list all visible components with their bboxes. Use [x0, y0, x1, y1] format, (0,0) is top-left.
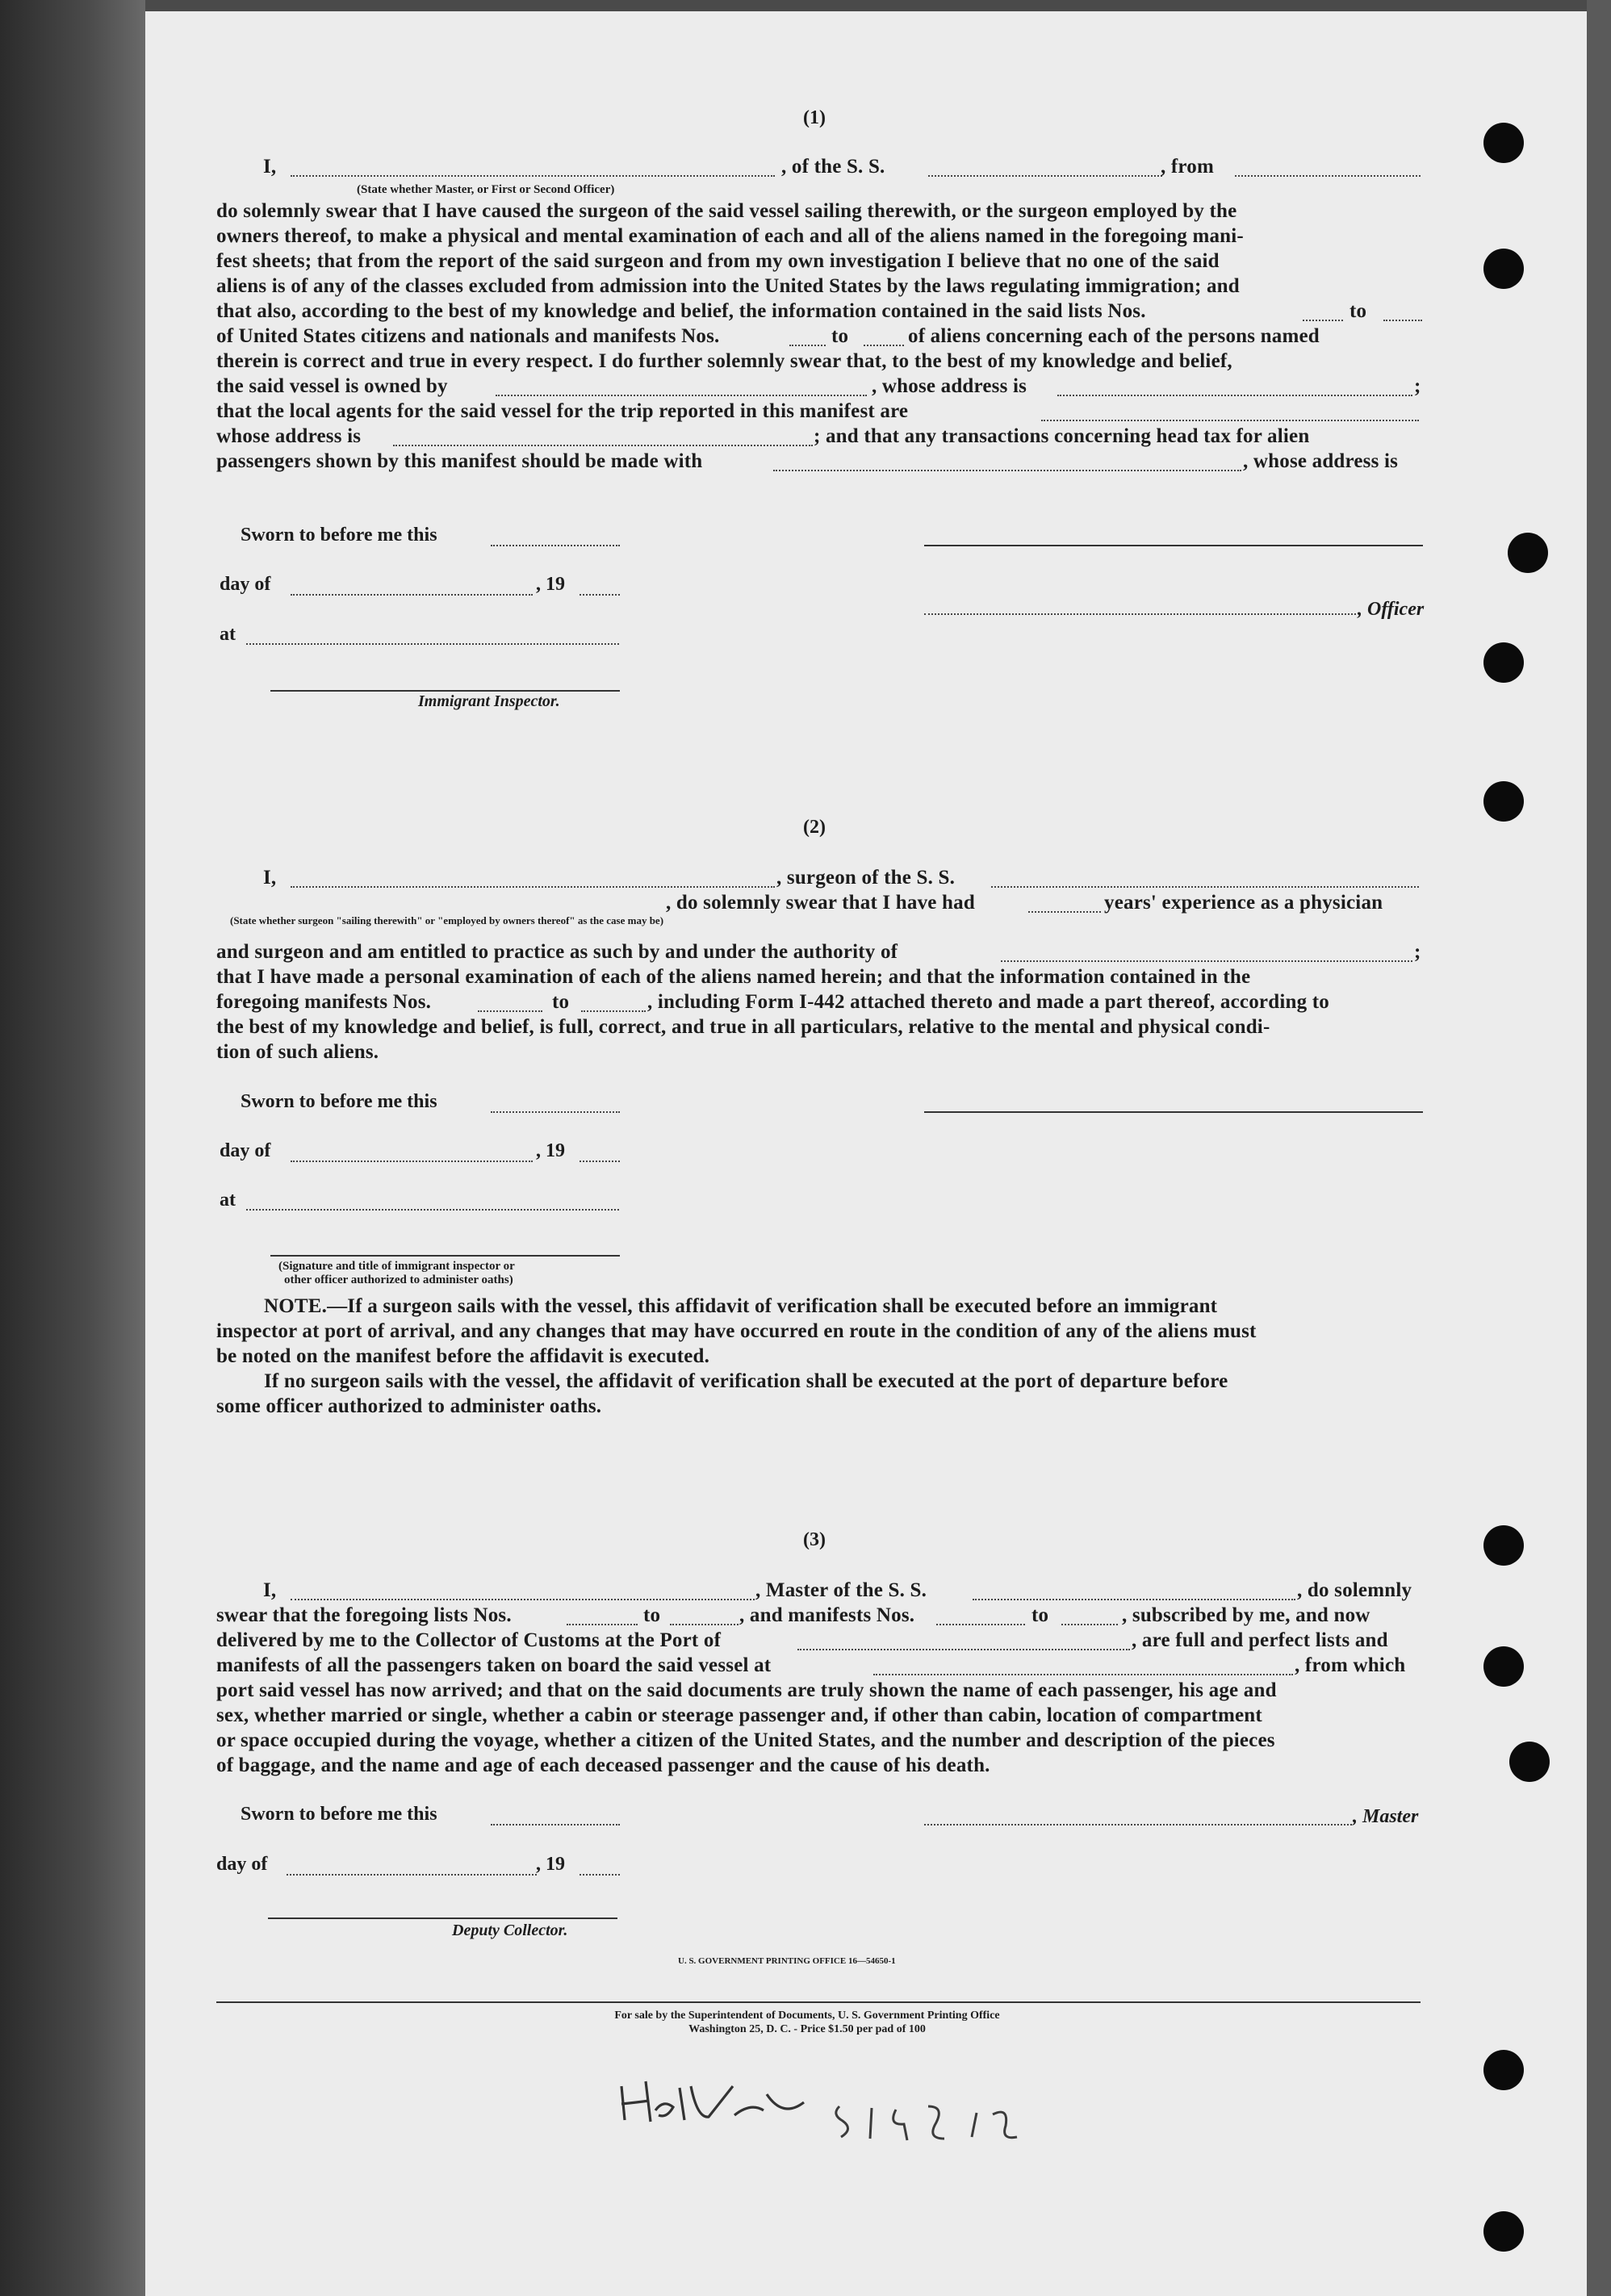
scan-edge-right: [1587, 0, 1611, 2296]
punch-hole: [1508, 533, 1548, 573]
oath-3-i: I,: [263, 1579, 277, 1601]
inspector-label: Immigrant Inspector.: [418, 692, 560, 710]
scan-edge-left: [0, 0, 145, 2296]
inspector-signature-line-2[interactable]: [270, 1255, 620, 1257]
oath-3-body-5: port said vessel has now arrived; and that on the said documents are truly shown the name of each passenger, his age and: [216, 1679, 1277, 1701]
oath-2-body-4: foregoing manifests Nos.: [216, 991, 432, 1013]
surgeon-hint: (State whether surgeon "sailing therewith" or "employed by owners thereof" as the case may be): [230, 914, 664, 926]
boarding-port-blank[interactable]: [873, 1674, 1293, 1675]
oath-3-body-3a: delivered by me to the Collector of Customs at the Port of: [216, 1629, 722, 1651]
punch-hole: [1483, 2211, 1524, 2252]
oath-1-body-7: therein is correct and true in every respect. I do further solemnly swear that, to the best of my knowledge and belief,: [216, 350, 1232, 372]
sig-hint-2: other officer authorized to administer oaths): [284, 1273, 513, 1286]
oath-3-body-2e: , subscribed by me, and now: [1122, 1604, 1370, 1626]
punch-hole: [1483, 123, 1524, 163]
note-line-4: If no surgeon sails with the vessel, the affidavit of verification shall be executed at the port of departure before: [264, 1370, 1228, 1392]
semicolon: ;: [1414, 941, 1421, 963]
sworn-label-1: Sworn to before me this: [241, 525, 437, 546]
sig-hint-1: (Signature and title of immigrant inspector or: [278, 1260, 515, 1273]
lists-from-blank[interactable]: [1303, 320, 1343, 321]
port-blank[interactable]: [797, 1649, 1130, 1650]
oath-2-body-4c: , including Form I-442 attached thereto and made a part thereof, according to: [647, 991, 1329, 1013]
year-blank-1[interactable]: [580, 594, 620, 596]
head-tax-blank[interactable]: [773, 470, 1241, 471]
punch-hole: [1483, 781, 1524, 822]
punch-hole: [1483, 2050, 1524, 2090]
oath-3-body-6: sex, whether married or single, whether a cabin or steerage passenger and, if other than cabin, location of compartment: [216, 1704, 1262, 1726]
footer-rule: [216, 2001, 1421, 2003]
oath-1-body-5: that also, according to the best of my knowledge and belief, the information contained in the said lists Nos.: [216, 300, 1146, 322]
note-line-3: be noted on the manifest before the affidavit is executed.: [216, 1345, 710, 1367]
year-label-1: , 19: [536, 574, 565, 595]
authority-blank[interactable]: [1001, 960, 1412, 962]
master-lists-to[interactable]: [670, 1624, 739, 1625]
oath-1-to-1: to: [1349, 300, 1367, 322]
owner-blank[interactable]: [496, 395, 867, 396]
oath-2-body-3: that I have made a personal examination of each of the aliens named herein; and that the information contained in the: [216, 966, 1251, 988]
oath-3-body-2c: , and manifests Nos.: [739, 1604, 915, 1626]
scan-edge-top: [0, 0, 1611, 11]
punch-hole: [1483, 642, 1524, 683]
oath-2-i: I,: [263, 867, 277, 889]
handwritten-signature: [613, 2070, 823, 2135]
sworn-label-3: Sworn to before me this: [241, 1804, 437, 1825]
master-swear-label: , do solemnly: [1297, 1579, 1412, 1601]
master-name-blank[interactable]: [291, 1599, 755, 1600]
month-blank-1[interactable]: [291, 594, 533, 596]
officer-title-blank[interactable]: [924, 613, 1356, 615]
sworn-label-2: Sworn to before me this: [241, 1091, 437, 1112]
oath-1-body-10: whose address is: [216, 425, 362, 447]
oath-1-body-11: passengers shown by this manifest should be made with: [216, 450, 703, 472]
officer-signature-line[interactable]: [924, 545, 1423, 546]
master-manifests-from[interactable]: [936, 1624, 1025, 1625]
section-3-number: (3): [803, 1529, 826, 1550]
master-of-ss-label: , Master of the S. S.: [755, 1579, 927, 1601]
oath-1-body-10b: ; and that any transactions concerning head tax for alien: [814, 425, 1310, 447]
punch-hole: [1483, 249, 1524, 289]
oath-1-body-8: the said vessel is owned by: [216, 375, 448, 397]
place-blank-2[interactable]: [246, 1209, 619, 1211]
oath-1-body-11b: , whose address is: [1243, 450, 1399, 472]
lists-to-blank[interactable]: [1383, 320, 1422, 321]
from-port-blank[interactable]: [1235, 175, 1421, 177]
vessel-name-blank[interactable]: [928, 175, 1162, 177]
surgeon-manifests-to[interactable]: [581, 1010, 646, 1012]
year-blank-2[interactable]: [580, 1161, 620, 1162]
manifests-from-blank[interactable]: [789, 345, 826, 346]
note-line-2: inspector at port of arrival, and any changes that may have occurred en route in the condition of any of the aliens must: [216, 1320, 1257, 1342]
sworn-day-blank-1[interactable]: [491, 545, 620, 546]
punch-hole: [1483, 1525, 1524, 1566]
master-manifests-to[interactable]: [1061, 1624, 1118, 1625]
oath-1-to-2: to: [831, 325, 849, 347]
year-label-3: , 19: [536, 1854, 565, 1875]
master-lists-from[interactable]: [567, 1624, 638, 1625]
surgeon-manifests-from[interactable]: [478, 1010, 542, 1012]
owner-address-blank[interactable]: [1057, 395, 1412, 396]
oath-1-body-6c: of aliens concerning each of the persons named: [908, 325, 1320, 347]
from-label: , from: [1161, 156, 1214, 178]
punch-hole: [1509, 1742, 1550, 1782]
oath-1-body-8b: , whose address is: [872, 375, 1027, 397]
place-blank-1[interactable]: [246, 643, 619, 645]
punch-hole: [1483, 1646, 1524, 1687]
oath-1-body-6: of United States citizens and nationals and manifests Nos.: [216, 325, 720, 347]
semicolon: ;: [1414, 375, 1421, 397]
oath-3-to-1: to: [643, 1604, 661, 1626]
surgeon-vessel-line[interactable]: [991, 886, 1419, 888]
agents-address-blank[interactable]: [393, 445, 813, 446]
oath-2-body-6: tion of such aliens.: [216, 1041, 379, 1063]
officer-label: , Officer: [1358, 599, 1425, 620]
surgeon-signature-line[interactable]: [924, 1111, 1423, 1113]
inspector-signature-line[interactable]: [270, 690, 620, 692]
surgeon-swear-label: , do solemnly swear that I have had: [666, 892, 975, 914]
month-blank-3[interactable]: [287, 1874, 537, 1876]
day-of-label-1: day of: [220, 574, 271, 595]
oath-3-body-4a: manifests of all the passengers taken on board the said vessel at: [216, 1654, 772, 1676]
oath-1-body-3: fest sheets; that from the report of the said surgeon and from my own investigation I believe that no one of the said: [216, 250, 1220, 272]
section-1-number: (1): [803, 107, 826, 128]
oath-1-body-2: owners thereof, to make a physical and mental examination of each and all of the aliens named in the foregoing mani-: [216, 225, 1244, 247]
oath-3-body-8: of baggage, and the name and age of each deceased passenger and the cause of his death.: [216, 1754, 990, 1776]
oath-1-i: I,: [263, 156, 277, 178]
officer-hint: (State whether Master, or First or Second Officer): [357, 183, 615, 196]
note-line-1: NOTE.—If a surgeon sails with the vessel, this affidavit of verification shall be executed before an immigrant: [264, 1295, 1218, 1317]
gpo-imprint: U. S. GOVERNMENT PRINTING OFFICE 16—54650-1: [678, 1956, 896, 1966]
collector-label: Deputy Collector.: [452, 1922, 568, 1939]
oath-1-body-1: do solemnly swear that I have caused the surgeon of the said vessel sailing therewith, or the surgeon employed by the: [216, 200, 1237, 222]
day-of-label-2: day of: [220, 1140, 271, 1161]
sworn-day-blank-2[interactable]: [491, 1111, 620, 1113]
oath-1-body-9: that the local agents for the said vessel for the trip reported in this manifest are: [216, 400, 909, 422]
of-ss-label: , of the S. S.: [781, 156, 885, 178]
oath-2-to: to: [552, 991, 570, 1013]
oath-2-body-5: the best of my knowledge and belief, is full, correct, and true in all particulars, relative to the mental and physical condi-: [216, 1016, 1270, 1038]
at-label-1: at: [220, 624, 236, 645]
note-line-5: some officer authorized to administer oaths.: [216, 1395, 602, 1417]
sworn-day-blank-3[interactable]: [491, 1824, 620, 1826]
officer-name-blank[interactable]: [291, 175, 775, 177]
day-of-label-3: day of: [216, 1854, 268, 1875]
collector-signature-line[interactable]: [268, 1918, 617, 1919]
oath-3-to-2: to: [1031, 1604, 1049, 1626]
surgeon-of-ss-label: , surgeon of the S. S.: [776, 867, 956, 889]
year-blank-3[interactable]: [580, 1874, 620, 1876]
oath-3-body-7: or space occupied during the voyage, whether a citizen of the United States, and the number and description of the pieces: [216, 1729, 1275, 1751]
master-vessel-blank[interactable]: [973, 1599, 1295, 1600]
handwritten-note: [823, 2090, 1065, 2155]
year-label-2: , 19: [536, 1140, 565, 1161]
oath-3-body-4b: , from which: [1295, 1654, 1406, 1676]
years-experience-label: years' experience as a physician: [1104, 892, 1383, 914]
section-2-number: (2): [803, 817, 826, 838]
oath-3-body-2a: swear that the foregoing lists Nos.: [216, 1604, 512, 1626]
years-blank[interactable]: [1028, 911, 1101, 913]
oath-3-body-3b: , are full and perfect lists and: [1132, 1629, 1388, 1651]
month-blank-2[interactable]: [291, 1161, 533, 1162]
surgeon-name-blank[interactable]: [291, 886, 775, 888]
sale-line-1: For sale by the Superintendent of Documents, U. S. Government Printing Office: [614, 2010, 1000, 2022]
at-label-2: at: [220, 1190, 236, 1211]
master-signature-line[interactable]: [924, 1824, 1352, 1826]
oath-2-body-2: and surgeon and am entitled to practice as such by and under the authority of: [216, 941, 898, 963]
agents-blank[interactable]: [1041, 420, 1419, 421]
master-label: , Master: [1353, 1806, 1419, 1827]
sale-line-2: Washington 25, D. C. - Price $1.50 per pad of 100: [688, 2023, 926, 2035]
oath-1-body-4: aliens is of any of the classes excluded from admission into the United States by the laws regulating immigration; and: [216, 275, 1240, 297]
manifests-to-blank[interactable]: [864, 345, 904, 346]
